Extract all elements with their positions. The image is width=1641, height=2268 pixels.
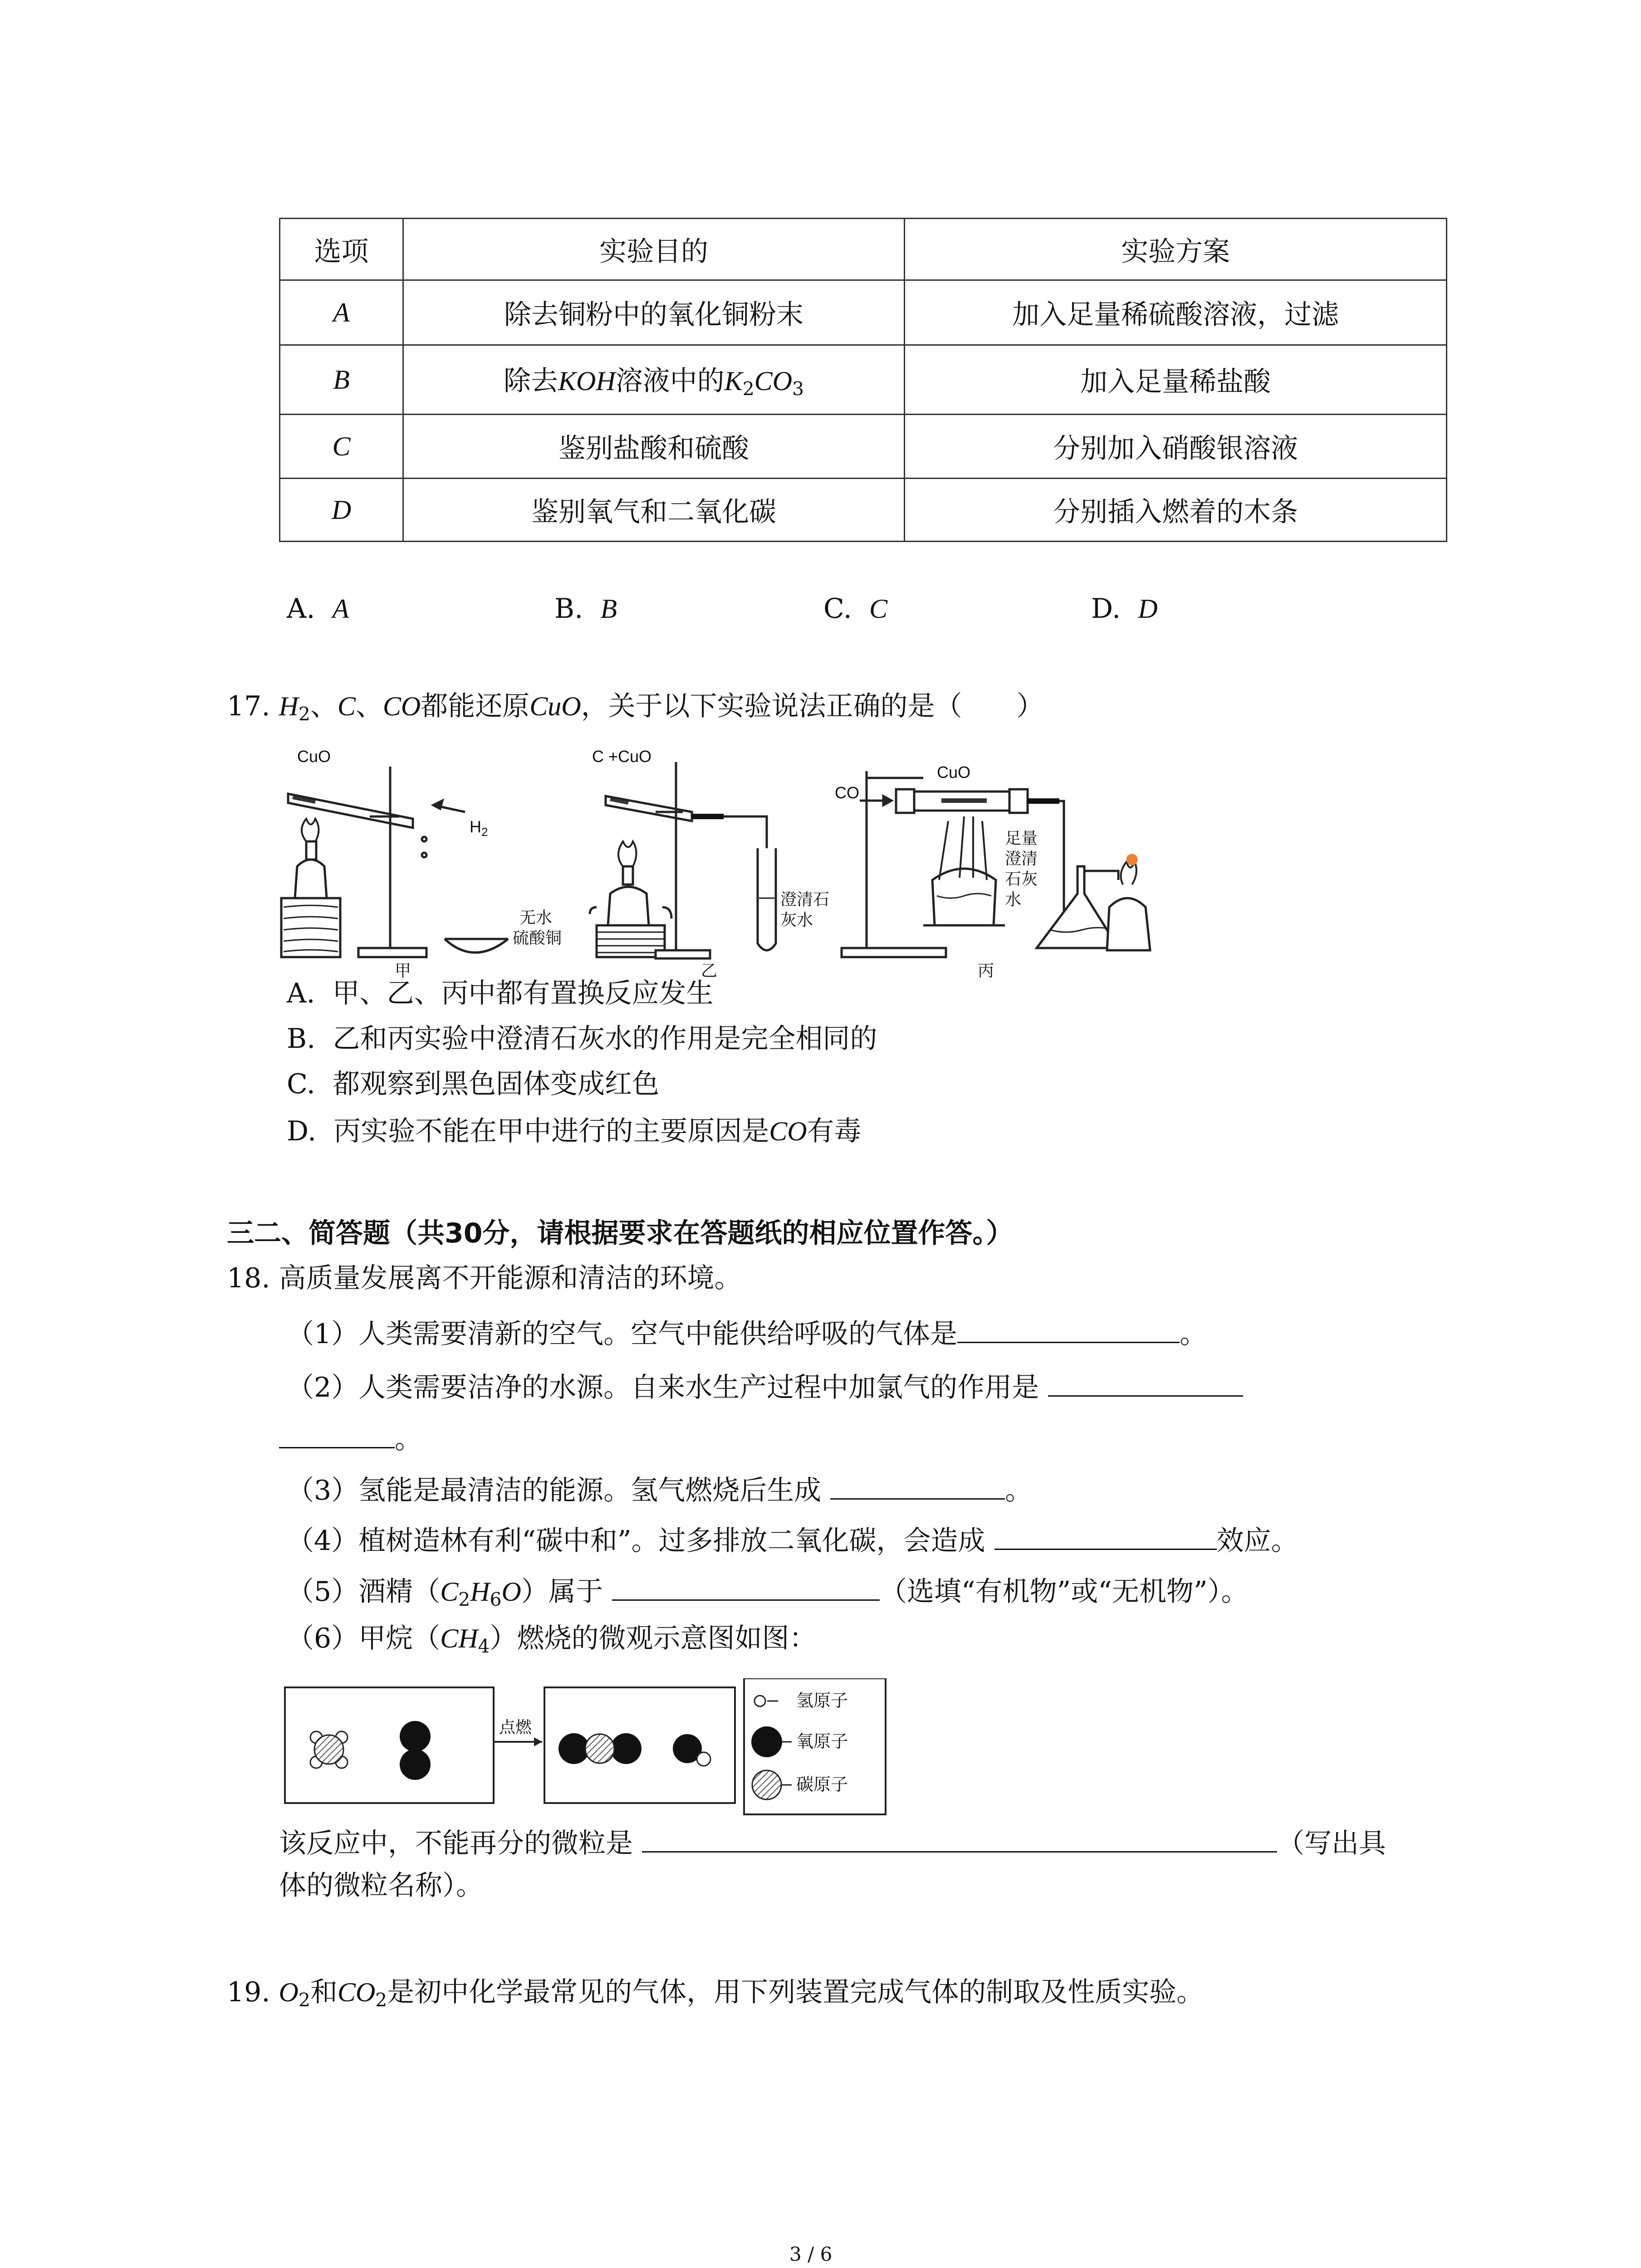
q18-part4: （4）植树造林有利“碳中和”。过多排放二氧化碳，会造成 效应。 [287, 1522, 1298, 1558]
table-row [280, 479, 1447, 542]
caption-bing: 丙 [978, 961, 994, 980]
row-option: D [280, 479, 403, 542]
row-plan: 加入足量稀硫酸溶液，过滤 [905, 280, 1447, 345]
q18-part6: （6）甲烷$(CH_4)$燃烧的微观示意图如图： [287, 1623, 817, 1657]
page-number: 3 / 6 [789, 2243, 833, 2265]
answer-blank-4[interactable] [994, 1522, 1217, 1550]
answer-blank-3[interactable] [830, 1472, 1005, 1500]
choice-c[interactable]: C. C [823, 593, 888, 625]
answer-blank-2a[interactable] [1048, 1369, 1243, 1397]
options-table [279, 218, 1447, 542]
co2-molecule [558, 1733, 642, 1764]
legend-oxygen: 氧原子 [796, 1732, 848, 1751]
apparatus-yi [590, 762, 776, 958]
bing-co-label: CO [835, 783, 859, 802]
caption-jia: 甲 [395, 961, 411, 980]
table-row [280, 415, 1447, 479]
apparatus-figure [279, 744, 1241, 980]
yi-reactants-label: C +CuO [592, 747, 652, 766]
answer-blank-2b[interactable] [279, 1421, 395, 1448]
methane-combustion-diagram [284, 1678, 887, 1819]
row-plan: 加入足量稀盐酸 [905, 345, 1447, 415]
caption-yi: 乙 [701, 961, 718, 980]
legend-carbon: 碳原子 [796, 1775, 848, 1794]
row-option: C [280, 415, 403, 479]
answer-blank-5[interactable] [612, 1573, 880, 1601]
row-plan: 分别插入燃着的木条 [905, 479, 1447, 542]
row-option: B [280, 345, 403, 415]
bing-reagent-line1: 足量 [1005, 829, 1038, 847]
row-option: A [280, 280, 403, 345]
q17-option-c[interactable]: C. 都观察到黑色固体变成红色 [287, 1068, 659, 1100]
choice-d[interactable]: D. D [1091, 593, 1158, 625]
q17-option-b[interactable]: B. 乙和丙实验中澄清石灰水的作用是完全相同的 [287, 1023, 877, 1055]
methane-molecule [310, 1731, 348, 1768]
row-purpose: 除去KOH溶液中的$K_2CO_3$ [403, 345, 905, 415]
row-purpose: 除去铜粉中的氧化铜粉末 [403, 280, 905, 345]
q19-stem: 19. $O_2$和$CO_2$是初中化学最常见的气体，用下列装置完成气体的制取及性质实验。 [227, 1976, 1204, 2011]
apparatus-bing [842, 771, 1150, 957]
q18-part5: （5）酒精$(C_2H_6O)$属于 （选填“有机物”或“无机物”）。 [287, 1573, 1249, 1616]
q17-stem: 17. $H_2$、C、CO都能还原CuO，关于以下实验说法正确的是（ ） [227, 690, 1044, 725]
legend-carbon-icon [752, 1770, 781, 1799]
bing-cuo-label: CuO [937, 763, 971, 782]
q17-option-a[interactable]: A. 甲、乙、丙中都有置换反应发生 [287, 978, 714, 1009]
jia-reagent-line2: 硫酸铜 [513, 929, 562, 947]
legend-hydrogen: 氢原子 [796, 1691, 848, 1711]
table-header-row [280, 219, 1447, 280]
legend-oxygen-icon [751, 1726, 782, 1757]
section-title: 三二、简答题（共30分，请根据要求在答题纸的相应位置作答。） [227, 1217, 1014, 1249]
choice-a[interactable]: A. A [287, 593, 349, 625]
q18-stem: 18. 高质量发展离不开能源和清洁的环境。 [227, 1262, 742, 1294]
legend-hydrogen-icon [754, 1696, 765, 1706]
ignition-label: 点燃 [499, 1718, 532, 1736]
q18-part1: （1）人类需要清新的空气。空气中能供给呼吸的气体是 。 [287, 1315, 1207, 1351]
jia-cuo-label: CuO [297, 747, 331, 766]
q17-option-d[interactable]: D. 丙实验不能在甲中进行的主要原因是CO有毒 [287, 1115, 862, 1147]
yi-reagent-line2: 灰水 [780, 910, 813, 929]
row-purpose: 鉴别氧气和二氧化碳 [403, 479, 905, 542]
jia-h2-label: $H_2$ [470, 817, 488, 839]
q18-part2-cont: 。 [279, 1421, 422, 1456]
row-plan: 分别加入硝酸银溶液 [905, 415, 1447, 479]
row-purpose: 鉴别盐酸和硫酸 [403, 415, 905, 479]
jia-reagent-line1: 无水 [519, 908, 553, 927]
header-plan: 实验方案 [905, 219, 1447, 280]
yi-reagent-line1: 澄清石 [780, 890, 830, 909]
answer-blank-7[interactable] [642, 1825, 1277, 1853]
header-purpose: 实验目的 [403, 219, 905, 280]
bing-reagent-line3: 石灰 [1005, 870, 1038, 888]
q18-part2: （2）人类需要洁净的水源。自来水生产过程中加氯气的作用是 [287, 1369, 1243, 1404]
q18-part3: （3）氢能是最清洁的能源。氢气燃烧后生成 。 [287, 1472, 1032, 1507]
table-row [280, 280, 1447, 345]
choice-b[interactable]: B. B [554, 593, 617, 625]
bing-reagent-line4: 水 [1005, 890, 1022, 909]
bing-reagent-line2: 澄清 [1005, 849, 1038, 868]
apparatus-jia [281, 767, 508, 957]
q18-part7: 该反应中，不能再分的微粒是 （写出具 [279, 1825, 1386, 1860]
table-row [280, 345, 1447, 415]
q18-part7-cont: 体的微粒名称）。 [279, 1870, 483, 1901]
header-option: 选项 [280, 219, 403, 280]
answer-blank-1[interactable] [957, 1315, 1180, 1343]
